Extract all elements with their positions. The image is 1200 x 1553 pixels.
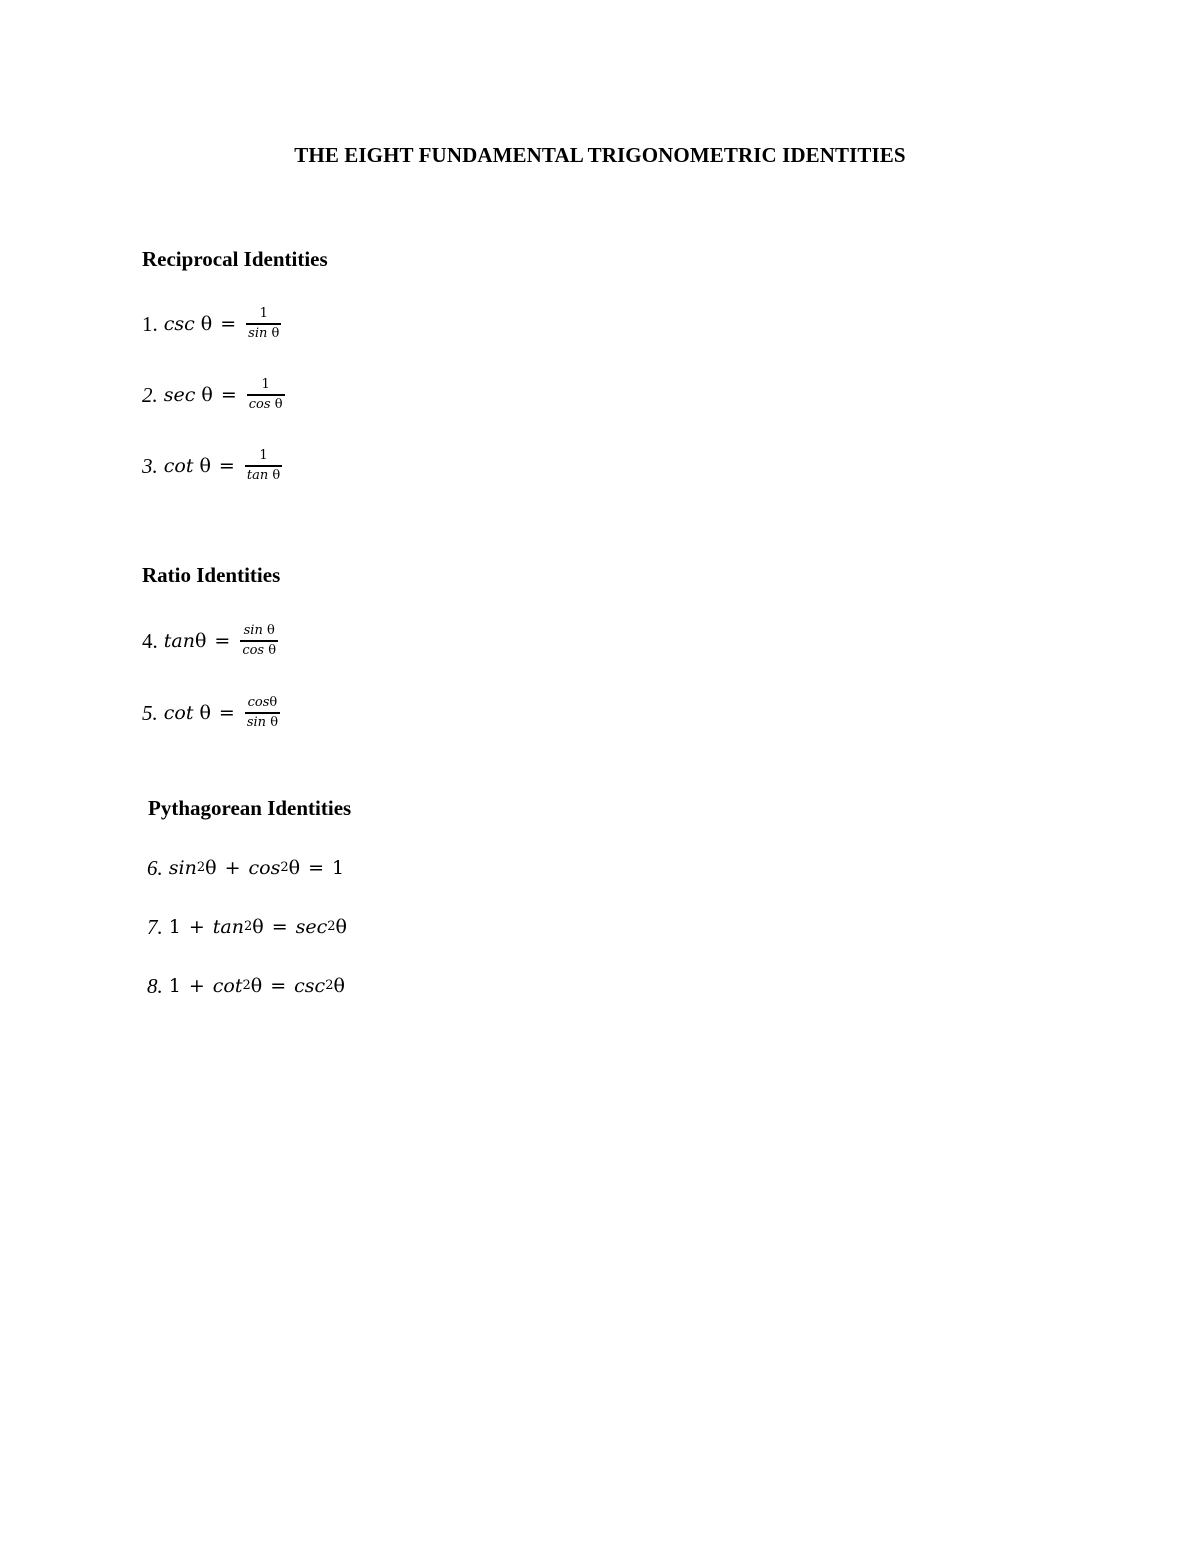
theta-symbol: θ: [250, 975, 263, 997]
denominator: [240, 643, 278, 659]
function-name: csc: [294, 975, 326, 997]
function-name: tan: [163, 630, 195, 652]
function-name: sec: [295, 916, 328, 938]
identity-4: [142, 615, 278, 667]
denominator-function: sin: [246, 715, 267, 730]
denominator: [245, 468, 282, 484]
identity-number: 6.: [147, 855, 163, 880]
identity-5: [142, 687, 280, 739]
function-name: sin: [168, 857, 197, 879]
identity-number: 7.: [147, 914, 163, 939]
equals-sign: =: [271, 916, 288, 938]
fraction-bar: [247, 394, 285, 396]
section-heading-ratio: Ratio Identities: [142, 563, 281, 587]
constant-one: 1: [168, 916, 181, 938]
denominator-function: cos: [248, 397, 271, 412]
function-name: cot: [212, 975, 243, 997]
constant-one: 1: [331, 857, 345, 879]
equals-sign: =: [308, 857, 324, 879]
plus-sign: +: [188, 916, 205, 938]
fraction-bar: [246, 323, 281, 325]
denominator-function: sin: [248, 326, 268, 341]
theta-symbol: θ: [205, 857, 217, 879]
equals-sign: =: [218, 455, 235, 477]
identity-number: 8.: [147, 973, 163, 998]
identity-number: 3.: [142, 453, 158, 478]
theta-symbol: θ: [268, 643, 277, 658]
theta-symbol: θ: [335, 916, 347, 938]
theta-symbol: θ: [270, 715, 279, 730]
numerator: 1: [259, 448, 268, 463]
identity-number: 5.: [142, 700, 158, 725]
fraction: [240, 623, 278, 659]
fraction-bar: [245, 465, 282, 467]
fraction: [246, 306, 281, 342]
theta-symbol: θ: [199, 702, 211, 724]
identity-number: 2.: [142, 382, 158, 407]
fraction: [247, 377, 285, 413]
function-name: cot: [163, 455, 194, 477]
numerator-function: cos: [247, 695, 270, 710]
plus-sign: +: [224, 857, 241, 879]
fraction-bar: [245, 712, 280, 714]
denominator-function: cos: [242, 643, 265, 658]
theta-symbol: θ: [333, 975, 345, 997]
fraction: [245, 448, 282, 484]
equals-sign: =: [220, 384, 237, 406]
section-heading-pythagorean: Pythagorean Identities: [148, 796, 352, 820]
identity-3: [142, 440, 282, 492]
identity-7: 7. 1 + tan 2 θ = sec 2 θ: [147, 914, 347, 939]
theta-symbol: θ: [266, 623, 275, 638]
identity-8: 8. 1 + cot 2 θ = csc 2 θ: [147, 973, 345, 998]
numerator: 1: [261, 377, 270, 392]
numerator: 1: [259, 306, 268, 321]
denominator: [247, 397, 285, 413]
theta-symbol: θ: [194, 630, 207, 652]
theta-symbol: θ: [269, 695, 278, 710]
function-name: cot: [163, 702, 194, 724]
page-title: THE EIGHT FUNDAMENTAL TRIGONOMETRIC IDENTITIES: [294, 143, 906, 167]
theta-symbol: θ: [200, 313, 213, 335]
denominator: [246, 326, 281, 342]
identity-6: 6. sin 2 θ + cos 2 θ = 1: [147, 855, 345, 880]
identity-number: 1.: [142, 311, 158, 336]
function-name: cos: [248, 857, 281, 879]
function-name: sec: [163, 384, 196, 406]
plus-sign: +: [188, 975, 205, 997]
fraction-bar: [240, 640, 278, 642]
theta-symbol: θ: [199, 455, 211, 477]
theta-symbol: θ: [271, 326, 280, 341]
section-heading-reciprocal: Reciprocal Identities: [142, 247, 328, 271]
theta-symbol: θ: [272, 468, 281, 483]
theta-symbol: θ: [274, 397, 283, 412]
equals-sign: =: [214, 630, 231, 652]
identity-2: [142, 369, 285, 421]
equals-sign: =: [270, 975, 287, 997]
function-name: csc: [163, 313, 195, 335]
theta-symbol: θ: [252, 916, 264, 938]
denominator: [245, 715, 280, 731]
identity-number: 4.: [142, 628, 158, 653]
theta-symbol: θ: [201, 384, 213, 406]
denominator-function: tan: [246, 468, 269, 483]
equals-sign: =: [218, 702, 235, 724]
constant-one: 1: [168, 975, 181, 997]
numerator: [242, 623, 277, 639]
numerator: [246, 695, 280, 711]
function-name: tan: [212, 916, 244, 938]
theta-symbol: θ: [288, 857, 301, 879]
fraction: [245, 695, 280, 731]
equals-sign: =: [220, 313, 237, 335]
identity-1: [142, 298, 281, 350]
numerator-function: sin: [243, 623, 263, 638]
